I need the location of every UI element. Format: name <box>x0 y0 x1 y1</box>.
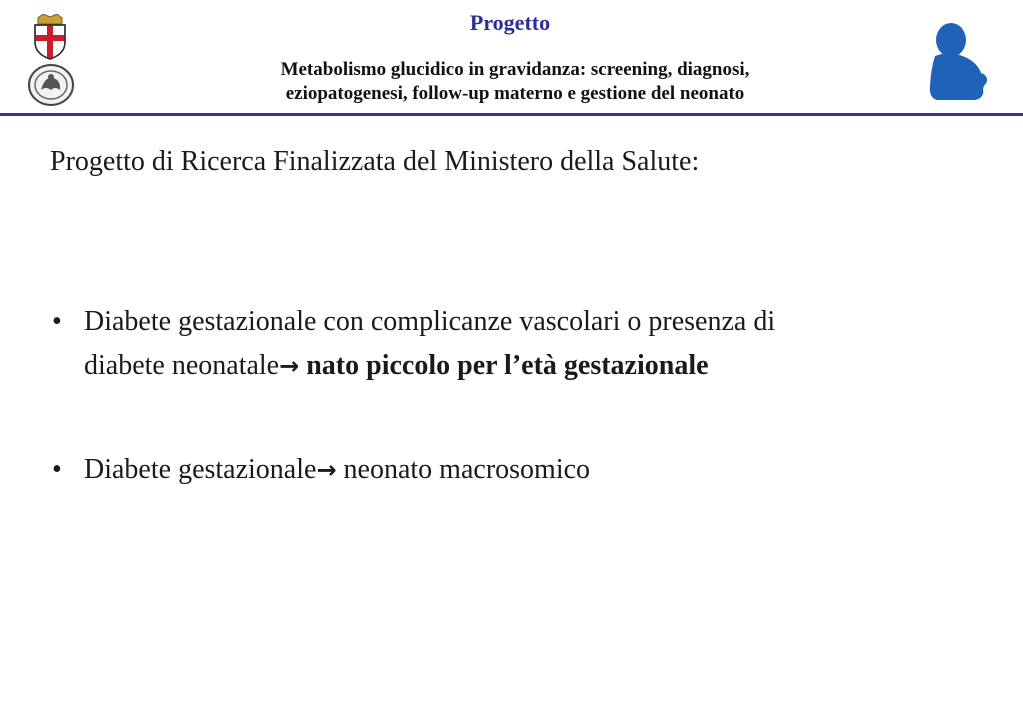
list-item <box>50 300 980 388</box>
subtitle-line-1: Metabolismo glucidico in gravidanza: screening, diagnosi, <box>280 59 750 80</box>
slide-title: Progetto <box>469 10 551 35</box>
arrow-right-icon: → <box>316 456 337 484</box>
child-silhouette-icon <box>925 20 989 104</box>
bullet-result: nato piccolo per l’età gestazionale <box>306 350 709 381</box>
bullet-text: Diabete gestazionale <box>84 454 317 485</box>
arrow-right-icon: → <box>279 352 300 380</box>
slide-subtitle <box>170 58 860 106</box>
slide-header <box>0 0 1023 117</box>
bullet-marker: • <box>52 454 62 485</box>
header-divider <box>0 113 1023 116</box>
list-item <box>50 448 980 492</box>
bullet-text-line-2: diabete neonatale <box>84 350 280 381</box>
bullet-marker: • <box>52 306 62 337</box>
bullet-list <box>50 300 980 552</box>
intro-text: Progetto di Ricerca Finalizzata del Ministero della Salute: <box>50 146 700 177</box>
city-crest-icon <box>33 14 67 60</box>
university-seal-icon <box>27 64 75 106</box>
bullet-result: neonato macrosomico <box>343 454 591 485</box>
subtitle-line-2: eziopatogenesi, follow-up materno e gestione del neonato <box>285 83 745 104</box>
bullet-text-line-1: Diabete gestazionale con complicanze vascolari o presenza di <box>84 306 776 337</box>
